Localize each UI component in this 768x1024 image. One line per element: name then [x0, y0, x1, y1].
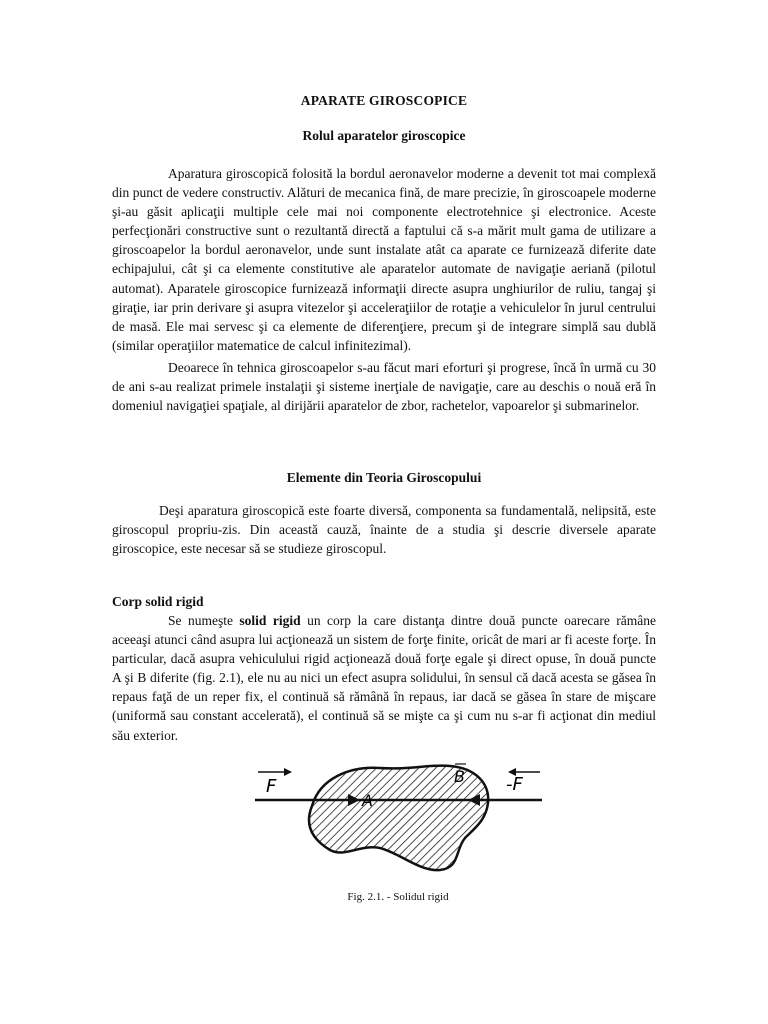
figure-rigid-body — [250, 758, 550, 878]
paragraph-solid-rigid-rest: un corp la care distanţa dintre două puncte oarecare rămâne aceeaşi atunci când asupra lui acţionează un sistem de forţe finite, oricât de mari ar fi aceste forţe. În particular, dacă asupra vehiculului rigid acţionează două forţe egale şi direct opuse, în două puncte A şi B diferite (fig. 2.1), ele nu au nici un efect asupra solidului, în sensul că dacă acesta se găsea în repaus faţă de un reper fix, el continuă să rămână în repaus, iar dacă se găsea în stare de mişcare (uniformă sau constant accelerată), el continuă să se mişte ca şi cum nu s-ar fi acţionat din mediul său exterior. — [112, 613, 656, 743]
label-point-a: A — [362, 791, 373, 810]
document-title: APARATE GIROSCOPICE — [300, 93, 468, 108]
paragraph-progress: Deoarece în tehnica giroscoapelor s-au făcut mari eforturi şi progrese, încă în urmă cu 30 de ani s-au realizat primele instalaţii şi sisteme inerţiale de navigaţie, care au deschis o nouă eră în domeniul navigaţiei spaţiale, al dirijării aparatelor de zbor, rachetelor, vapoarelor şi submarinelor. — [112, 360, 656, 414]
section-heading-teoria: Elemente din Teoria Giroscopului — [286, 470, 482, 485]
label-force-left: F — [266, 776, 277, 797]
label-force-right: -F — [506, 774, 523, 795]
section-heading-rolul: Rolul aparatelor giroscopice — [302, 128, 466, 143]
paragraph-solid-rigid — [112, 611, 656, 745]
paragraph-teoria: Deşi aparatura giroscopică este foarte diversă, componenta sa fundamentală, nelipsită, este giroscopul propriu-zis. Din această cauză, înainte de a studia şi descrie diversele aparate giroscopice, este necesar să se studieze giroscopul. — [112, 503, 656, 557]
paragraph-intro: Aparatura giroscopică folosită la bordul aeronavelor moderne a devenit tot mai complexă din punct de vedere constructiv. Alături de mecanica fină, de mare precizie, în giroscoapele moderne şi-au găsit aplicaţii multiple cele mai noi componente electrotehnice şi electronice. Aceste perfecţionări constructive sunt o rezultantă directă a faptului că s-a mărit mult gama de utilizare a giroscoapelor la bordul aeronavelor, unde sunt instalate atât ca aparate ce furnizează diferite date echipajului, cât şi ca elemente constitutive ale aparatelor automate de navigaţie aeriană (pilotul automat). Aparatele giroscopice furnizează informaţii directe asupra unghiurilor de ruliu, tangaj şi giraţie, iar prin derivare şi asupra vitezelor şi acceleraţiilor de rotaţie a vehiculelor în jurul centrului de masă. Ele mai servesc şi ca elemente de diferenţiere, precum şi de integrare simplă sau dublă (similar operaţiilor matematice de calcul infinitezimal). — [112, 166, 656, 353]
label-point-b: B — [454, 767, 465, 786]
figure-caption: Fig. 2.1. - Solidul rigid — [347, 891, 449, 903]
paragraph-solid-rigid-start: Se numeşte — [168, 613, 240, 628]
term-solid-rigid: solid rigid — [239, 613, 301, 628]
vector-head-left — [284, 768, 292, 776]
section-heading-corp-solid: Corp solid rigid — [112, 594, 204, 609]
